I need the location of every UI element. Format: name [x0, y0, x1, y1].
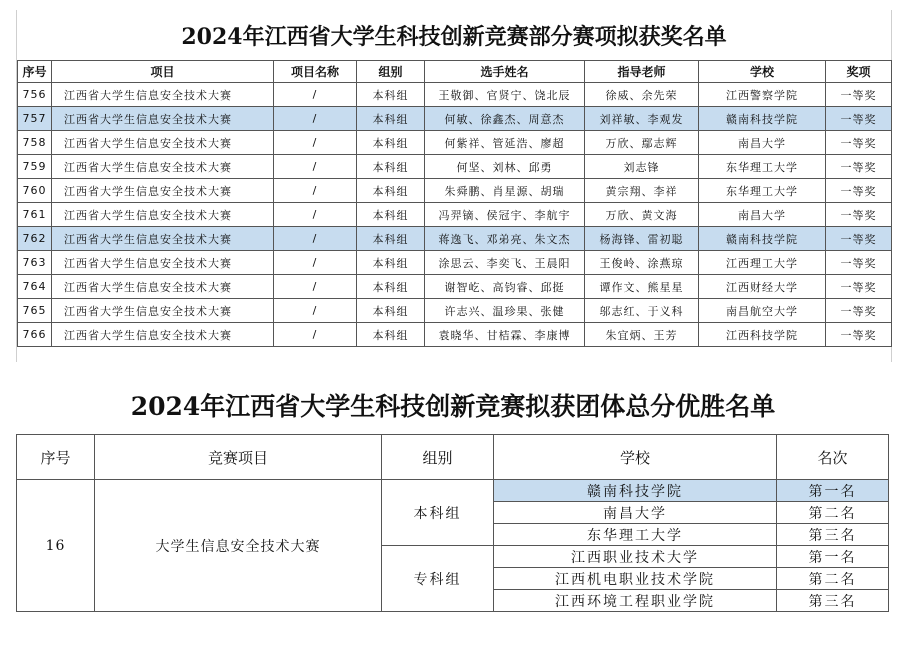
- row-advisors: 谭作文、熊星星: [585, 275, 699, 299]
- table-row: [18, 299, 892, 323]
- team-list-table: [16, 434, 889, 612]
- row-advisors: 万欣、鄢志辉: [585, 131, 699, 155]
- row-school: 江西警察学院: [699, 83, 826, 107]
- row-no: 759: [18, 155, 52, 179]
- row-school: 南昌航空大学: [699, 299, 826, 323]
- row-advisors: 万欣、黄文海: [585, 203, 699, 227]
- row-students: 谢智屹、高钧睿、邱挺: [425, 275, 585, 299]
- team-school: 江西机电职业技术学院: [494, 568, 777, 590]
- row-no: 761: [18, 203, 52, 227]
- row-students: 袁晓华、甘桔霖、李康博: [425, 323, 585, 347]
- row-group: 本科组: [357, 323, 425, 347]
- award-list-panel: [16, 10, 892, 362]
- team-list-header-row: [17, 435, 889, 480]
- row-project-name: /: [274, 179, 357, 203]
- team-list-panel: [16, 378, 890, 638]
- row-project: 江西省大学生信息安全技术大赛: [52, 275, 274, 299]
- row-school: 江西科技学院: [699, 323, 826, 347]
- row-award: 一等奖: [826, 107, 892, 131]
- row-school: 赣南科技学院: [699, 227, 826, 251]
- row-school: 江西理工大学: [699, 251, 826, 275]
- row-no: 765: [18, 299, 52, 323]
- row-students: 冯羿镝、侯冠宇、李航宇: [425, 203, 585, 227]
- row-no: 763: [18, 251, 52, 275]
- award-list-table: [17, 60, 892, 347]
- row-no: 764: [18, 275, 52, 299]
- row-project-name: /: [274, 227, 357, 251]
- row-advisors: 杨海锋、雷初聪: [585, 227, 699, 251]
- team-school: 江西职业技术大学: [494, 546, 777, 568]
- row-project-name: /: [274, 107, 357, 131]
- row-award: 一等奖: [826, 299, 892, 323]
- team-col-header-school: 学校: [494, 435, 777, 480]
- row-advisors: 徐威、余先荣: [585, 83, 699, 107]
- row-award: 一等奖: [826, 227, 892, 251]
- row-project: 江西省大学生信息安全技术大赛: [52, 227, 274, 251]
- row-advisors: 刘祥敏、李观发: [585, 107, 699, 131]
- row-students: 何坚、刘林、邱勇: [425, 155, 585, 179]
- team-group: 专科组: [382, 546, 494, 612]
- team-no: 16: [17, 480, 95, 612]
- row-no: 756: [18, 83, 52, 107]
- row-group: 本科组: [357, 275, 425, 299]
- row-project: 江西省大学生信息安全技术大赛: [52, 251, 274, 275]
- row-project: 江西省大学生信息安全技术大赛: [52, 179, 274, 203]
- table-row: [18, 107, 892, 131]
- row-award: 一等奖: [826, 179, 892, 203]
- row-project: 江西省大学生信息安全技术大赛: [52, 155, 274, 179]
- row-students: 朱舜鹏、肖星源、胡瑞: [425, 179, 585, 203]
- row-project-name: /: [274, 275, 357, 299]
- row-group: 本科组: [357, 83, 425, 107]
- col-header-project: 项目: [52, 61, 274, 83]
- row-advisors: 邬志红、于义科: [585, 299, 699, 323]
- col-header-award: 奖项: [826, 61, 892, 83]
- row-project: 江西省大学生信息安全技术大赛: [52, 323, 274, 347]
- row-group: 本科组: [357, 203, 425, 227]
- row-project-name: /: [274, 155, 357, 179]
- row-group: 本科组: [357, 299, 425, 323]
- row-award: 一等奖: [826, 323, 892, 347]
- col-header-project-name: 项目名称: [274, 61, 357, 83]
- team-rank: 第一名: [777, 546, 889, 568]
- row-advisors: 王俊岭、涂燕琼: [585, 251, 699, 275]
- row-project: 江西省大学生信息安全技术大赛: [52, 131, 274, 155]
- row-school: 南昌大学: [699, 131, 826, 155]
- award-list-body: [18, 83, 892, 347]
- row-school: 南昌大学: [699, 203, 826, 227]
- col-header-advisors: 指导老师: [585, 61, 699, 83]
- table-row: [18, 323, 892, 347]
- row-award: 一等奖: [826, 275, 892, 299]
- row-school: 东华理工大学: [699, 179, 826, 203]
- award-list-title: 2024年江西省大学生科技创新竞赛部分赛项拟获奖名单: [181, 24, 727, 50]
- row-no: 760: [18, 179, 52, 203]
- row-school: 江西财经大学: [699, 275, 826, 299]
- row-project-name: /: [274, 83, 357, 107]
- row-students: 何敏、徐鑫杰、周意杰: [425, 107, 585, 131]
- row-group: 本科组: [357, 131, 425, 155]
- row-project: 江西省大学生信息安全技术大赛: [52, 299, 274, 323]
- team-project: 大学生信息安全技术大赛: [95, 480, 382, 612]
- row-group: 本科组: [357, 155, 425, 179]
- team-list-body: [17, 480, 889, 612]
- col-header-group: 组别: [357, 61, 425, 83]
- row-students: 蒋逸飞、邓弟亮、朱文杰: [425, 227, 585, 251]
- col-header-no: 序号: [18, 61, 52, 83]
- row-project: 江西省大学生信息安全技术大赛: [52, 203, 274, 227]
- award-list-header-row: [18, 61, 892, 83]
- table-row: [17, 480, 889, 502]
- row-project-name: /: [274, 299, 357, 323]
- team-list-title: 2024年江西省大学生科技创新竞赛拟获团体总分优胜名单: [130, 392, 776, 421]
- row-group: 本科组: [357, 107, 425, 131]
- table-row: [18, 227, 892, 251]
- row-project: 江西省大学生信息安全技术大赛: [52, 83, 274, 107]
- row-students: 何紫祥、管延浩、廖超: [425, 131, 585, 155]
- row-no: 758: [18, 131, 52, 155]
- team-rank: 第三名: [777, 524, 889, 546]
- table-row: [18, 131, 892, 155]
- team-school: 赣南科技学院: [494, 480, 777, 502]
- team-col-header-group: 组别: [382, 435, 494, 480]
- row-group: 本科组: [357, 251, 425, 275]
- row-no: 757: [18, 107, 52, 131]
- row-project-name: /: [274, 323, 357, 347]
- team-school: 南昌大学: [494, 502, 777, 524]
- row-students: 涂思云、李奕飞、王晨阳: [425, 251, 585, 275]
- table-row: [18, 203, 892, 227]
- team-school: 东华理工大学: [494, 524, 777, 546]
- table-row: [18, 179, 892, 203]
- team-col-header-no: 序号: [17, 435, 95, 480]
- row-advisors: 黄宗翔、李祥: [585, 179, 699, 203]
- row-group: 本科组: [357, 227, 425, 251]
- table-row: [18, 275, 892, 299]
- row-project: 江西省大学生信息安全技术大赛: [52, 107, 274, 131]
- row-no: 766: [18, 323, 52, 347]
- row-project-name: /: [274, 131, 357, 155]
- row-no: 762: [18, 227, 52, 251]
- team-col-header-rank: 名次: [777, 435, 889, 480]
- col-header-students: 选手姓名: [425, 61, 585, 83]
- team-school: 江西环境工程职业学院: [494, 590, 777, 612]
- row-award: 一等奖: [826, 251, 892, 275]
- row-group: 本科组: [357, 179, 425, 203]
- row-students: 王敬御、官贤宁、饶北辰: [425, 83, 585, 107]
- team-rank: 第一名: [777, 480, 889, 502]
- col-header-school: 学校: [699, 61, 826, 83]
- row-project-name: /: [274, 251, 357, 275]
- row-students: 许志兴、温珍果、张健: [425, 299, 585, 323]
- row-advisors: 刘志锋: [585, 155, 699, 179]
- team-group: 本科组: [382, 480, 494, 546]
- team-rank: 第二名: [777, 568, 889, 590]
- team-rank: 第三名: [777, 590, 889, 612]
- table-row: [18, 155, 892, 179]
- row-school: 赣南科技学院: [699, 107, 826, 131]
- row-award: 一等奖: [826, 131, 892, 155]
- row-project-name: /: [274, 203, 357, 227]
- row-award: 一等奖: [826, 203, 892, 227]
- row-school: 东华理工大学: [699, 155, 826, 179]
- row-advisors: 朱宜炳、王芳: [585, 323, 699, 347]
- team-col-header-project: 竞赛项目: [95, 435, 382, 480]
- row-award: 一等奖: [826, 155, 892, 179]
- table-row: [18, 251, 892, 275]
- table-row: [18, 83, 892, 107]
- team-rank: 第二名: [777, 502, 889, 524]
- row-award: 一等奖: [826, 83, 892, 107]
